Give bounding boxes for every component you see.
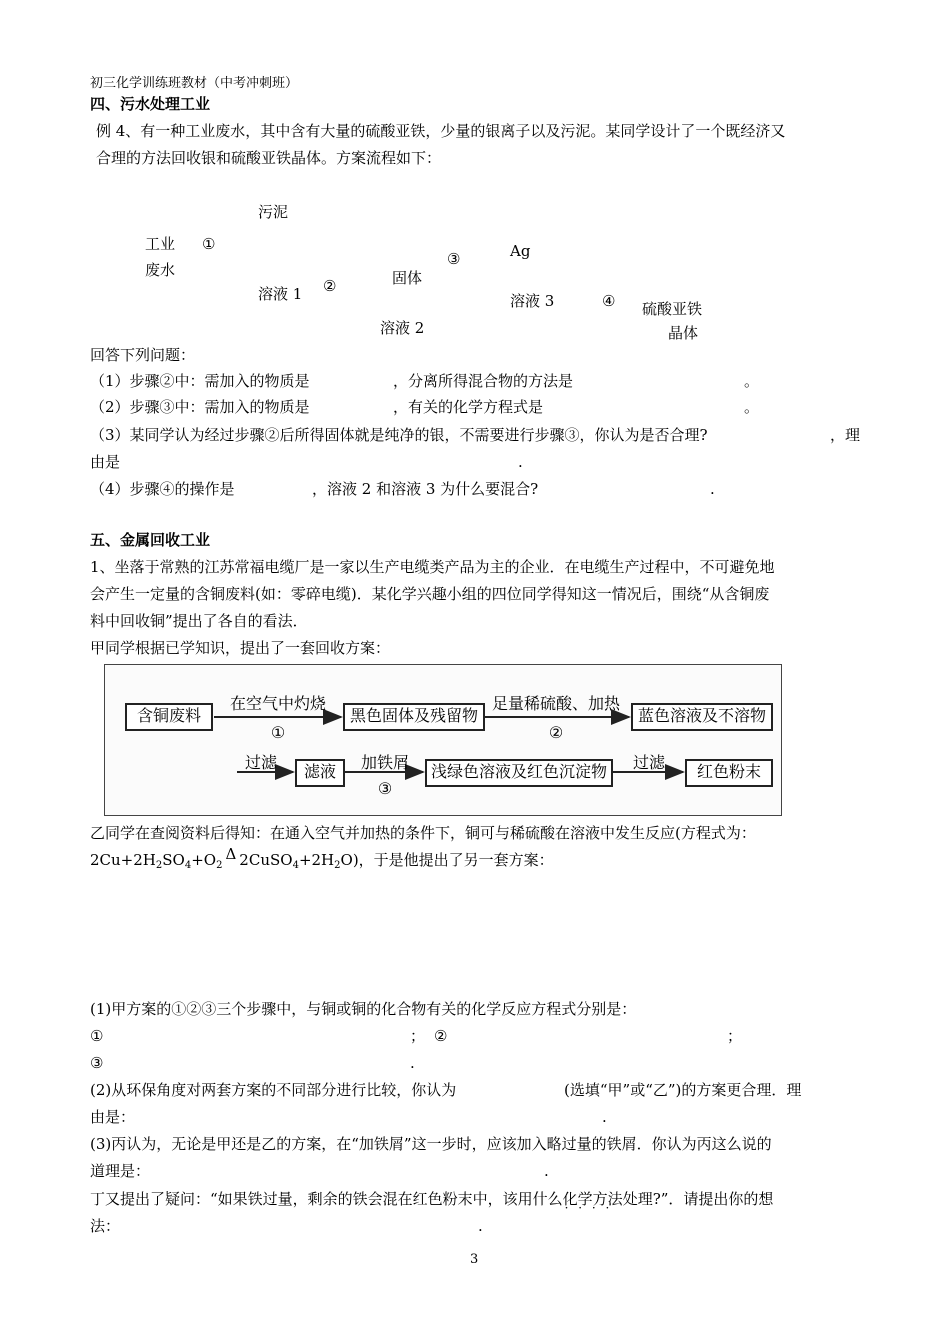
flow-step-2: ②	[323, 277, 337, 295]
arrow-2-label-bottom: ②	[548, 723, 564, 742]
answer-intro: 回答下列问题：	[90, 346, 196, 364]
flow-step-4: ④	[602, 292, 616, 310]
arrow-1-label-bottom: ①	[270, 723, 286, 742]
s5-question-4-end: .	[478, 1217, 483, 1235]
s5-question-3-line-1: (3)丙认为，无论是甲还是乙的方案，在“加铁屑”这一步时，应该加入略过量的铁屑．你认为丙这么说的	[90, 1135, 772, 1153]
example-4-line-2: 合理的方法回收银和硫酸亚铁晶体。方案流程如下：	[96, 149, 442, 167]
s5-question-2-part-b: (选填“甲”或“乙”)的方案更合理．理	[564, 1081, 802, 1099]
arrow-1-label-top: 在空气中灼烧	[229, 694, 326, 713]
s5-question-1-end: .	[410, 1054, 415, 1072]
section-4-heading: 四、污水处理工业	[90, 95, 211, 113]
s5-question-1-semicolon-2: ；	[727, 1027, 743, 1045]
question-4-part-b: ，溶液 2 和溶液 3 为什么要混合?	[312, 480, 539, 498]
box-green-solution: 浅绿色溶液及红色沉淀物	[425, 759, 613, 787]
flow-solid: 固体	[392, 269, 423, 287]
emphasized-chemical-method: 化学方法 · · · ·	[563, 1190, 623, 1208]
question-3-line-1-a: （3）某同学认为经过步骤②后所得固体就是纯净的银，不需要进行步骤③，你认为是否合理?	[90, 426, 708, 444]
arrow-5-label-top: 过滤	[632, 753, 665, 772]
s5-question-1: (1)甲方案的①②③三个步骤中，与铜或铜的化合物有关的化学反应方程式分别是：	[90, 1000, 637, 1018]
flow-step-1: ①	[202, 235, 216, 253]
example-4-line-1: 例 4、有一种工业废水，其中含有大量的硫酸亚铁，少量的银离子以及污泥。某同学设计了一个既经济又	[96, 122, 786, 140]
arrow-4-label-bottom: ③	[377, 779, 393, 798]
s5-question-2-part-a: (2)从环保角度对两套方案的不同部分进行比较，你认为	[90, 1081, 457, 1099]
box-black-solid: 黑色固体及残留物	[343, 703, 485, 731]
section-5-paragraph-1-line-1: 1、坐落于常熟的江苏常福电缆厂是一家以生产电缆类产品为主的企业．在电缆生产过程中，不可避免地	[90, 558, 775, 576]
arrow-2-label-top: 足量稀硫酸、加热	[491, 694, 620, 713]
s5-question-3-end: .	[544, 1162, 549, 1180]
reaction-equation: $2Cu+2H_2SO_4+O_2\Delta$ $2CuSO_4+2H_2O$)，于是他提出了另一套方案：	[90, 845, 554, 871]
box-red-powder: 红色粉末	[685, 759, 773, 787]
arrow-3-label-top: 过滤	[244, 753, 277, 772]
section-5-paragraph-1-line-3: 料中回收铜”提出了各自的看法．	[90, 612, 308, 630]
box-filtrate: 滤液	[295, 759, 345, 787]
arrow-4-label-top: 加铁屑	[360, 753, 409, 772]
question-3-line-2: 由是	[90, 453, 121, 471]
section-5-paragraph-3-line-1: 乙同学在查阅资料后得知：在通入空气并加热的条件下，铜可与稀硫酸在溶液中发生反应(方程式为：	[90, 824, 756, 842]
question-2-end: 。	[744, 398, 760, 416]
question-4-part-a: （4）步骤④的操作是	[90, 480, 235, 498]
flow-waste-water-line-2: 废水	[145, 261, 176, 279]
s5-question-2-end: .	[602, 1108, 607, 1126]
flow-solution-2: 溶液 2	[380, 319, 425, 337]
flow-arrows	[105, 665, 781, 815]
s5-question-4-line-1: 丁又提出了疑问：“如果铁过量，剩余的铁会混在红色粉末中，该用什么化学方法 · · · ·处理?”．请提出你的想	[90, 1189, 773, 1209]
s5-question-3-line-2: 道理是：	[90, 1162, 151, 1180]
delta-symbol: Δ	[225, 845, 237, 863]
question-4-end: .	[710, 480, 715, 498]
question-3-line-1-b: ，理	[830, 426, 861, 444]
page-number: 3	[470, 1252, 479, 1267]
flow-solution-1: 溶液 1	[258, 285, 303, 303]
question-3-end: .	[518, 453, 523, 471]
s5-question-1-circle-1: ①	[90, 1027, 104, 1045]
flow-crystal-line-2: 晶体	[668, 324, 699, 342]
section-5-paragraph-1-line-2: 会产生一定量的含铜废料(如：零碎电缆)．某化学兴趣小组的四位同学得知这一情况后，围绕“从含铜废	[90, 585, 770, 603]
s5-question-2-line-2: 由是：	[90, 1108, 136, 1126]
flow-crystal-line-1: 硫酸亚铁	[642, 300, 703, 318]
section-5-paragraph-2: 甲同学根据已学知识，提出了一套回收方案：	[90, 639, 391, 657]
section-5-heading: 五、金属回收工业	[90, 531, 211, 549]
s5-question-4-line-2: 法：	[90, 1217, 121, 1235]
s5-question-1-circle-3: ③	[90, 1054, 104, 1072]
flow-step-3: ③	[447, 250, 461, 268]
s5-question-1-semicolon-1: ；	[410, 1027, 426, 1045]
recycling-flow-chart	[104, 664, 782, 816]
page-header: 初三化学训练班教材（中考冲刺班）	[90, 76, 299, 91]
flow-waste-water-line-1: 工业	[145, 235, 176, 253]
question-1-part-a: （1）步骤②中：需加入的物质是	[90, 372, 310, 390]
s5-question-1-circle-2: ②	[434, 1027, 448, 1045]
flow-sludge: 污泥	[258, 203, 289, 221]
flow-silver: Ag	[510, 242, 531, 260]
flow-solution-3: 溶液 3	[510, 292, 555, 310]
box-copper-waste: 含铜废料	[125, 703, 213, 731]
question-1-end: 。	[744, 372, 760, 390]
question-1-part-b: ，分离所得混合物的方法是	[393, 372, 574, 390]
question-2-part-b: ，有关的化学方程式是	[393, 398, 544, 416]
box-blue-solution: 蓝色溶液及不溶物	[631, 703, 773, 731]
question-2-part-a: （2）步骤③中：需加入的物质是	[90, 398, 310, 416]
